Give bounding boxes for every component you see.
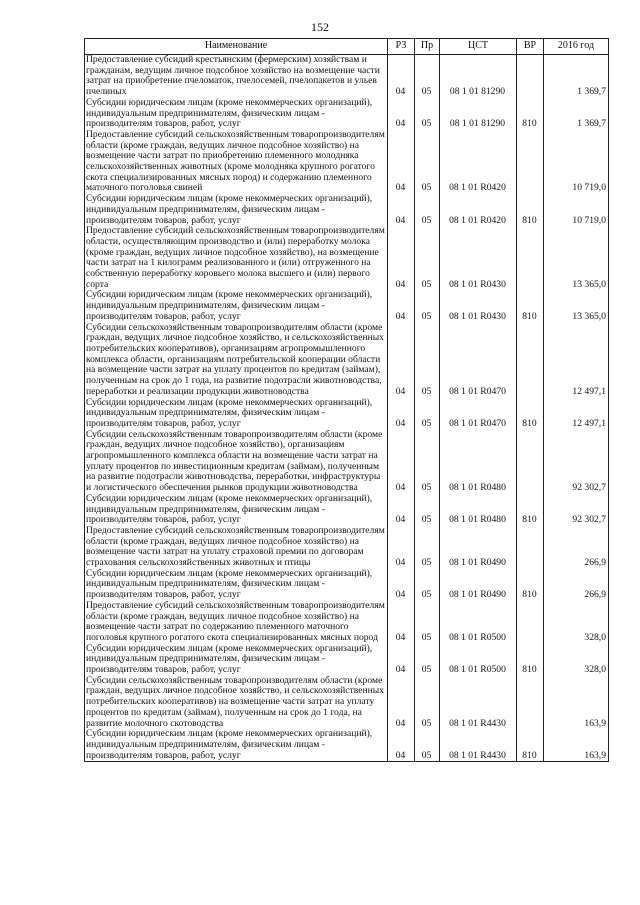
row-amount: 10 719,0	[544, 194, 609, 226]
row-vr	[517, 323, 544, 398]
row-name: Предоставление субсидий сельскохозяйственным товаропроизводителям области, осуществляющим производство и (или) переработку молока (кроме граждан, ведущих личное подсобное хозяйство), на возмещение части затрат на 1 килограмм реализованного и (или) отгруженного на собственную переработку коровьего молока высшего и (или) первого сорта	[85, 226, 388, 290]
row-pr: 05	[415, 676, 440, 730]
row-cst: 08 1 01 R0500	[440, 644, 517, 676]
row-amount: 266,9	[544, 569, 609, 601]
row-amount: 92 302,7	[544, 430, 609, 494]
column-header-cst: ЦСТ	[440, 39, 517, 55]
table-body	[85, 55, 609, 762]
row-cst: 08 1 01 R0480	[440, 430, 517, 494]
row-amount: 12 497,1	[544, 323, 609, 398]
row-amount: 1 369,7	[544, 55, 609, 98]
row-name: Субсидии юридическим лицам (кроме некоммерческих организаций), индивидуальным предпринимателям, физическим лицам - производителям товаров, работ, услуг	[85, 569, 388, 601]
row-vr: 810	[517, 729, 544, 762]
row-pr: 05	[415, 194, 440, 226]
row-rz: 04	[388, 601, 415, 644]
row-rz: 04	[388, 323, 415, 398]
table-row	[85, 494, 609, 526]
table-row	[85, 98, 609, 130]
column-header-year: 2016 год	[544, 39, 609, 55]
row-name: Предоставление субсидий сельскохозяйственным товаропроизводителям области (кроме граждан, ведущих личное подсобное хозяйство) на возмещение части затрат на уплату страховой премии по договорам страхования сельскохозяйственных животных и птицы	[85, 526, 388, 569]
row-amount: 12 497,1	[544, 398, 609, 430]
row-cst: 08 1 01 R0490	[440, 526, 517, 569]
table-row	[85, 194, 609, 226]
row-cst: 08 1 01 R0420	[440, 194, 517, 226]
row-pr: 05	[415, 601, 440, 644]
row-rz: 04	[388, 55, 415, 98]
row-name: Субсидии юридическим лицам (кроме некоммерческих организаций), индивидуальным предпринимателям, физическим лицам - производителям товаров, работ, услуг	[85, 290, 388, 322]
row-name: Субсидии юридическим лицам (кроме некоммерческих организаций), индивидуальным предпринимателям, физическим лицам - производителям товаров, работ, услуг	[85, 98, 388, 130]
table-row	[85, 398, 609, 430]
row-cst: 08 1 01 81290	[440, 55, 517, 98]
row-cst: 08 1 01 R0420	[440, 130, 517, 194]
row-rz: 04	[388, 729, 415, 762]
row-vr: 810	[517, 290, 544, 322]
row-vr	[517, 430, 544, 494]
table-row	[85, 430, 609, 494]
row-amount: 10 719,0	[544, 130, 609, 194]
header-row	[85, 39, 609, 55]
column-header-vr: ВР	[517, 39, 544, 55]
row-pr: 05	[415, 98, 440, 130]
table-row	[85, 290, 609, 322]
row-name: Субсидии сельскохозяйственным товаропроизводителям области (кроме граждан, ведущих личное подсобное хозяйство, и сельскохозяйственных потребительских кооперативов) на возмещение части затрат на уплату процентов по кредитам (займам), полученным на срок до 1 года, на развитие молочного скотоводства	[85, 676, 388, 730]
row-amount: 163,9	[544, 676, 609, 730]
row-cst: 08 1 01 R0500	[440, 601, 517, 644]
row-amount: 328,0	[544, 644, 609, 676]
row-pr: 05	[415, 494, 440, 526]
row-pr: 05	[415, 569, 440, 601]
table-header	[85, 39, 609, 55]
row-vr: 810	[517, 494, 544, 526]
row-pr: 05	[415, 729, 440, 762]
row-amount: 328,0	[544, 601, 609, 644]
row-rz: 04	[388, 226, 415, 290]
table-row	[85, 526, 609, 569]
table-row	[85, 569, 609, 601]
budget-table	[84, 38, 609, 762]
row-vr	[517, 130, 544, 194]
row-cst: 08 1 01 R0470	[440, 398, 517, 430]
table-row	[85, 676, 609, 730]
row-amount: 13 365,0	[544, 226, 609, 290]
row-pr: 05	[415, 290, 440, 322]
row-rz: 04	[388, 569, 415, 601]
row-vr	[517, 676, 544, 730]
row-pr: 05	[415, 323, 440, 398]
row-amount: 13 365,0	[544, 290, 609, 322]
table-row	[85, 323, 609, 398]
row-vr	[517, 55, 544, 98]
row-amount: 1 369,7	[544, 98, 609, 130]
row-name: Субсидии юридическим лицам (кроме некоммерческих организаций), индивидуальным предпринимателям, физическим лицам - производителям товаров, работ, услуг	[85, 644, 388, 676]
row-cst: 08 1 01 R0480	[440, 494, 517, 526]
row-pr: 05	[415, 526, 440, 569]
row-cst: 08 1 01 R0490	[440, 569, 517, 601]
row-pr: 05	[415, 130, 440, 194]
row-rz: 04	[388, 398, 415, 430]
table-row	[85, 644, 609, 676]
row-name: Субсидии юридическим лицам (кроме некоммерческих организаций), индивидуальным предпринимателям, физическим лицам - производителям товаров, работ, услуг	[85, 494, 388, 526]
row-name: Субсидии юридическим лицам (кроме некоммерческих организаций), индивидуальным предпринимателям, физическим лицам - производителям товаров, работ, услуг	[85, 729, 388, 762]
column-header-name: Наименование	[85, 39, 388, 55]
row-vr: 810	[517, 644, 544, 676]
row-rz: 04	[388, 430, 415, 494]
row-vr	[517, 526, 544, 569]
row-cst: 08 1 01 R0430	[440, 290, 517, 322]
row-cst: 08 1 01 R4430	[440, 676, 517, 730]
row-name: Субсидии сельскохозяйственным товаропроизводителям области (кроме граждан, ведущих личное подсобное хозяйство, и сельскохозяйственных потребительских кооперативов), организациям агропромышленного комплекса области, организациям потребительской кооперации области на возмещение части затрат на уплату процентов по кредитам (займам), полученным на срок до 1 года, на развитие подотрасли животноводства, переработки и реализации продукции животноводства	[85, 323, 388, 398]
row-name: Субсидии юридическим лицам (кроме некоммерческих организаций), индивидуальным предпринимателям, физическим лицам - производителям товаров, работ, услуг	[85, 194, 388, 226]
column-header-pr: Пр	[415, 39, 440, 55]
table-row	[85, 55, 609, 98]
row-pr: 05	[415, 644, 440, 676]
row-rz: 04	[388, 290, 415, 322]
row-pr: 05	[415, 398, 440, 430]
table-row	[85, 130, 609, 194]
row-vr	[517, 601, 544, 644]
row-name: Предоставление субсидий сельскохозяйственным товаропроизводителям области (кроме граждан, ведущих личное подсобное хозяйство) на возмещение части затрат по содержанию племенного маточного поголовья крупного рогатого скота специализированных мясных пород	[85, 601, 388, 644]
row-vr: 810	[517, 398, 544, 430]
row-vr: 810	[517, 98, 544, 130]
row-cst: 08 1 01 R0470	[440, 323, 517, 398]
row-cst: 08 1 01 R0430	[440, 226, 517, 290]
row-rz: 04	[388, 494, 415, 526]
row-rz: 04	[388, 526, 415, 569]
row-pr: 05	[415, 55, 440, 98]
row-rz: 04	[388, 98, 415, 130]
row-cst: 08 1 01 81290	[440, 98, 517, 130]
row-name: Предоставление субсидий крестьянским (фермерским) хозяйствам и гражданам, ведущим личное подсобное хозяйство на возмещение части затрат на приобретение пчеломаток, пчелосемей, пчелопакетов и ульев пчелиных	[85, 55, 388, 98]
table-row	[85, 601, 609, 644]
row-pr: 05	[415, 226, 440, 290]
row-vr: 810	[517, 194, 544, 226]
row-name: Субсидии сельскохозяйственным товаропроизводителям области (кроме граждан, ведущих личное подсобное хозяйство), организациям агропромышленного комплекса области на возмещение части затрат на уплату процентов по инвестиционным кредитам (займам), полученным на развитие подотрасли животноводства, переработки, инфраструктуры и логистического обеспечения рынков продукции животноводства	[85, 430, 388, 494]
row-amount: 92 302,7	[544, 494, 609, 526]
row-name: Субсидии юридическим лицам (кроме некоммерческих организаций), индивидуальным предпринимателям, физическим лицам - производителям товаров, работ, услуг	[85, 398, 388, 430]
row-cst: 08 1 01 R4430	[440, 729, 517, 762]
table-row	[85, 729, 609, 762]
row-pr: 05	[415, 430, 440, 494]
page-number: 152	[311, 20, 329, 34]
row-amount: 266,9	[544, 526, 609, 569]
column-header-rz: РЗ	[388, 39, 415, 55]
row-vr	[517, 226, 544, 290]
row-amount: 163,9	[544, 729, 609, 762]
row-rz: 04	[388, 194, 415, 226]
row-rz: 04	[388, 676, 415, 730]
row-name: Предоставление субсидий сельскохозяйственным товаропроизводителям области (кроме граждан, ведущих личное подсобное хозяйство) на возмещение части затрат по приобретению племенного молодняка сельскохозяйственных животных (кроме молодняка крупного рогатого скота специализированных мясных пород) и содержанию племенного маточного поголовья свиней	[85, 130, 388, 194]
row-vr: 810	[517, 569, 544, 601]
table-row	[85, 226, 609, 290]
row-rz: 04	[388, 644, 415, 676]
row-rz: 04	[388, 130, 415, 194]
